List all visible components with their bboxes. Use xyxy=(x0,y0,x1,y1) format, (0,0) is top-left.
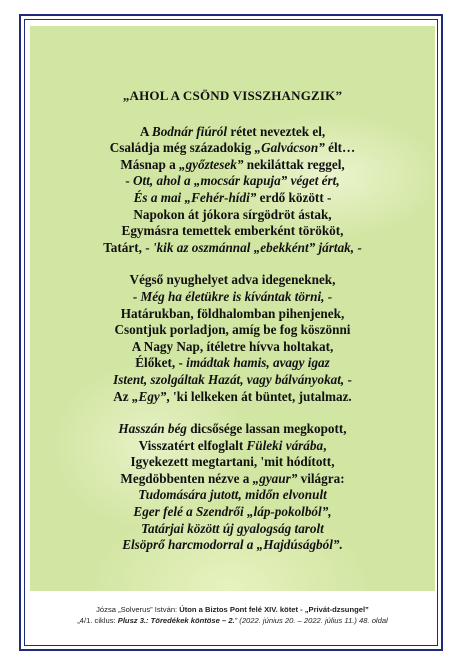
text-segment: Tatárjai között új gyalogság tarolt xyxy=(141,520,324,536)
text-segment: Megdöbbenten nézve a xyxy=(120,470,253,486)
poem-line xyxy=(30,389,435,406)
poem-line xyxy=(30,289,435,306)
stanza xyxy=(30,421,435,554)
poem-line xyxy=(30,521,435,538)
text-segment: „gyaur” xyxy=(252,470,298,486)
poem-line xyxy=(30,272,435,289)
text-segment: Csontjuk porladjon, amíg be fog köszönni xyxy=(114,322,351,338)
text-segment: Napokon át jókora sírgödröt ástak, xyxy=(133,206,332,222)
poem-line xyxy=(30,421,435,438)
footer xyxy=(30,604,435,626)
text-segment: ” (2022. június 20. – 2022. július 11.) 48. oldal xyxy=(234,616,388,625)
text-segment: Füleki várába xyxy=(246,437,324,453)
text-segment: Tatárt, - xyxy=(103,239,153,255)
text-segment: élt… xyxy=(324,140,356,156)
text-segment: rétet neveztek el, xyxy=(227,123,326,139)
text-segment: És a mai „Fehér-hídi” xyxy=(133,189,257,205)
text-segment: Határukban, földhalomban pihenjenek, xyxy=(120,305,345,321)
text-segment: Családja még századokig xyxy=(109,140,255,156)
text-segment: Végső nyughelyet adva idegeneknek, xyxy=(129,272,336,288)
text-segment: - Még ha életükre is kívántak törni, - xyxy=(132,288,333,304)
text-segment: A Nagy Nap, ítéletre hívva holtakat, xyxy=(131,338,334,354)
text-segment: Józsa „Solverus” István: xyxy=(96,605,180,614)
poem-line xyxy=(30,471,435,488)
poem-line xyxy=(30,438,435,455)
text-segment: Tudomására jutott, midőn elvonult xyxy=(138,487,327,503)
text-segment: Igyekezett megtartani, 'mit hódított, xyxy=(130,454,335,470)
poem-line xyxy=(30,322,435,339)
footer-line-2 xyxy=(30,615,435,626)
footer-line-1 xyxy=(30,604,435,615)
poem-line xyxy=(30,454,435,471)
text-segment: A xyxy=(139,123,152,139)
poem-line xyxy=(30,487,435,504)
text-segment: Elsöprő harcmodorral a „Hajdúságból”. xyxy=(122,537,343,553)
text-segment: erdő között - xyxy=(256,189,332,205)
text-segment: Másnap a xyxy=(120,156,179,172)
text-segment: Plusz 3.: Töredékek köntöse – 2. xyxy=(117,616,235,625)
poem-line xyxy=(30,140,435,157)
text-segment: „4/1. ciklus: xyxy=(77,616,118,625)
text-segment: , 'ki lelkeken át büntet, jutalmaz. xyxy=(166,388,352,404)
text-segment: „győztesek” xyxy=(178,156,244,172)
poem-line xyxy=(30,157,435,174)
text-segment: - Ott, ahol a „mocsár kapuja” véget ért, xyxy=(125,173,340,189)
poem-line xyxy=(30,173,435,190)
poem-line xyxy=(30,306,435,323)
poem-title: „AHOL A CSÖND VISSZHANGZIK” xyxy=(122,88,343,103)
stanza xyxy=(30,272,435,405)
poem-body xyxy=(30,124,435,554)
text-segment: „Egy” xyxy=(131,388,167,404)
poem-line xyxy=(30,223,435,240)
stanza xyxy=(30,124,435,257)
text-segment: , xyxy=(323,437,327,453)
text-segment: Visszatért elfoglalt xyxy=(138,437,247,453)
poem-line xyxy=(30,537,435,554)
text-segment: Élőket, - xyxy=(135,355,187,371)
poem-line xyxy=(30,240,435,257)
poem-line xyxy=(30,504,435,521)
text-segment: világra: xyxy=(297,470,345,486)
poem-line xyxy=(30,339,435,356)
text-segment: imádtak hamis, avagy igaz xyxy=(186,355,330,371)
text-segment: - xyxy=(354,239,362,255)
poem-line xyxy=(30,207,435,224)
poem-line xyxy=(30,355,435,372)
poem-line xyxy=(30,190,435,207)
text-segment: dicsősége lassan megkopott, xyxy=(186,421,347,437)
text-segment: Az xyxy=(113,388,132,404)
text-segment: Egymásra temettek emberként törököt, xyxy=(121,223,344,239)
text-segment: Hasszán bég xyxy=(118,421,187,437)
text-segment: „Galvácson” xyxy=(254,140,325,156)
poem-line xyxy=(30,372,435,389)
text-segment: Bodnár fiúról xyxy=(151,123,228,139)
text-segment: nekiláttak reggel, xyxy=(243,156,345,172)
poem-line xyxy=(30,124,435,141)
text-segment: 'kik az oszmánnal „ebekként” jártak, xyxy=(152,239,355,255)
text-segment: Istent, szolgáltak Hazát, vagy bálványokat, xyxy=(113,371,345,387)
text-segment: Úton a Biztos Pont felé XIV. kötet - „Privát-dzsungel” xyxy=(179,605,369,614)
poem xyxy=(30,88,435,570)
text-segment: - xyxy=(344,371,352,387)
text-segment: Eger felé a Szendrői „láp-pokolból”, xyxy=(133,504,332,520)
